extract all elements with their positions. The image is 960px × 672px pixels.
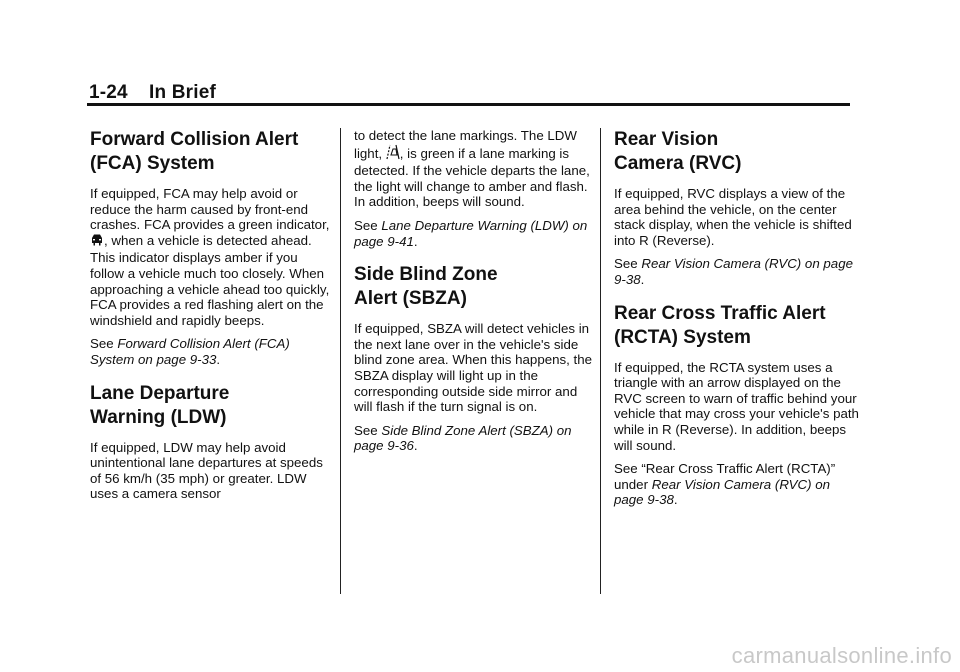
- watermark: carmanualsonline.info: [731, 643, 952, 668]
- fca-reference: See Forward Collision Alert (FCA) System on page 9-33.: [90, 336, 290, 367]
- column-2: [354, 128, 599, 462]
- column-divider: [340, 128, 341, 594]
- sbza-paragraph: If equipped, SBZA will detect vehicles in the next lane over in the vehicle's side blind zone area. When this happens, the SBZA display will light up in the corresponding outside side mirror and will flash if the turn signal is on.: [354, 321, 593, 415]
- rcta-reference: See “Rear Cross Traffic Alert (RCTA)” under Rear Vision Camera (RVC) on page 9-38.: [614, 461, 836, 508]
- rvc-paragraph: If equipped, RVC displays a view of the area behind the vehicle, on the center stack display, when the vehicle is shifted into R (Reverse).: [614, 186, 852, 248]
- vehicle-ahead-icon: [90, 233, 104, 251]
- rcta-link[interactable]: Rear Vision Camera (RVC) on page 9-38: [614, 476, 831, 508]
- rcta-heading: Rear Cross Traffic Alert (RCTA) System: [614, 302, 826, 348]
- column-3: [614, 128, 859, 516]
- rvc-reference: See Rear Vision Camera (RVC) on page 9-38.: [614, 256, 853, 287]
- page-number: 1-24: [89, 82, 128, 103]
- ldw-heading: Lane Departure Warning (LDW): [90, 382, 230, 428]
- sbza-reference: See Side Blind Zone Alert (SBZA) on page 9-36.: [354, 422, 572, 454]
- ldw-link[interactable]: Lane Departure Warning (LDW) on page 9-41: [354, 217, 588, 249]
- rcta-paragraph: If equipped, the RCTA system uses a triangle with an arrow displayed on the RVC screen to warn of traffic behind your vehicle that may cross your vehicle's path while in R (Reverse). In addition, beeps will sound.: [614, 359, 859, 453]
- rvc-heading: Rear Vision Camera (RVC): [614, 129, 742, 174]
- lane-departure-icon: [386, 144, 400, 164]
- fca-heading: Forward Collision Alert (FCA) System: [90, 129, 299, 174]
- fca-link[interactable]: Forward Collision Alert (FCA) System on page 9-33: [90, 336, 290, 367]
- column-1: [90, 128, 335, 510]
- sbza-heading: Side Blind Zone Alert (SBZA): [354, 264, 498, 310]
- ldw-paragraph-2: to detect the lane markings. The LDW light, , is green if a lane marking is detected. If the vehicle departs the lane, the light will change to amber and flash. In addition, beeps will sound.: [354, 128, 590, 210]
- page-header: [89, 82, 216, 104]
- header-rule: [87, 103, 850, 106]
- column-divider: [600, 128, 601, 594]
- section-title: In Brief: [149, 82, 217, 103]
- ldw-reference: See Lane Departure Warning (LDW) on page 9-41.: [354, 217, 588, 249]
- rvc-link[interactable]: Rear Vision Camera (RVC) on page 9-38: [614, 256, 853, 287]
- fca-paragraph: If equipped, FCA may help avoid or reduce the harm caused by front-end crashes. FCA provides a green indicator, , when a vehicle is detected ahead. This indicator displays amber if you follow a vehicle much too closely. When approaching a vehicle ahead too quickly, FCA provides a red flashing alert on the windshield and rapidly beeps.: [90, 186, 330, 328]
- ldw-paragraph-1: If equipped, LDW may help avoid unintentional lane departures at speeds of 56 km/h (35 mph) or greater. LDW uses a camera sensor: [90, 439, 323, 502]
- sbza-link[interactable]: Side Blind Zone Alert (SBZA) on page 9-36: [354, 422, 572, 454]
